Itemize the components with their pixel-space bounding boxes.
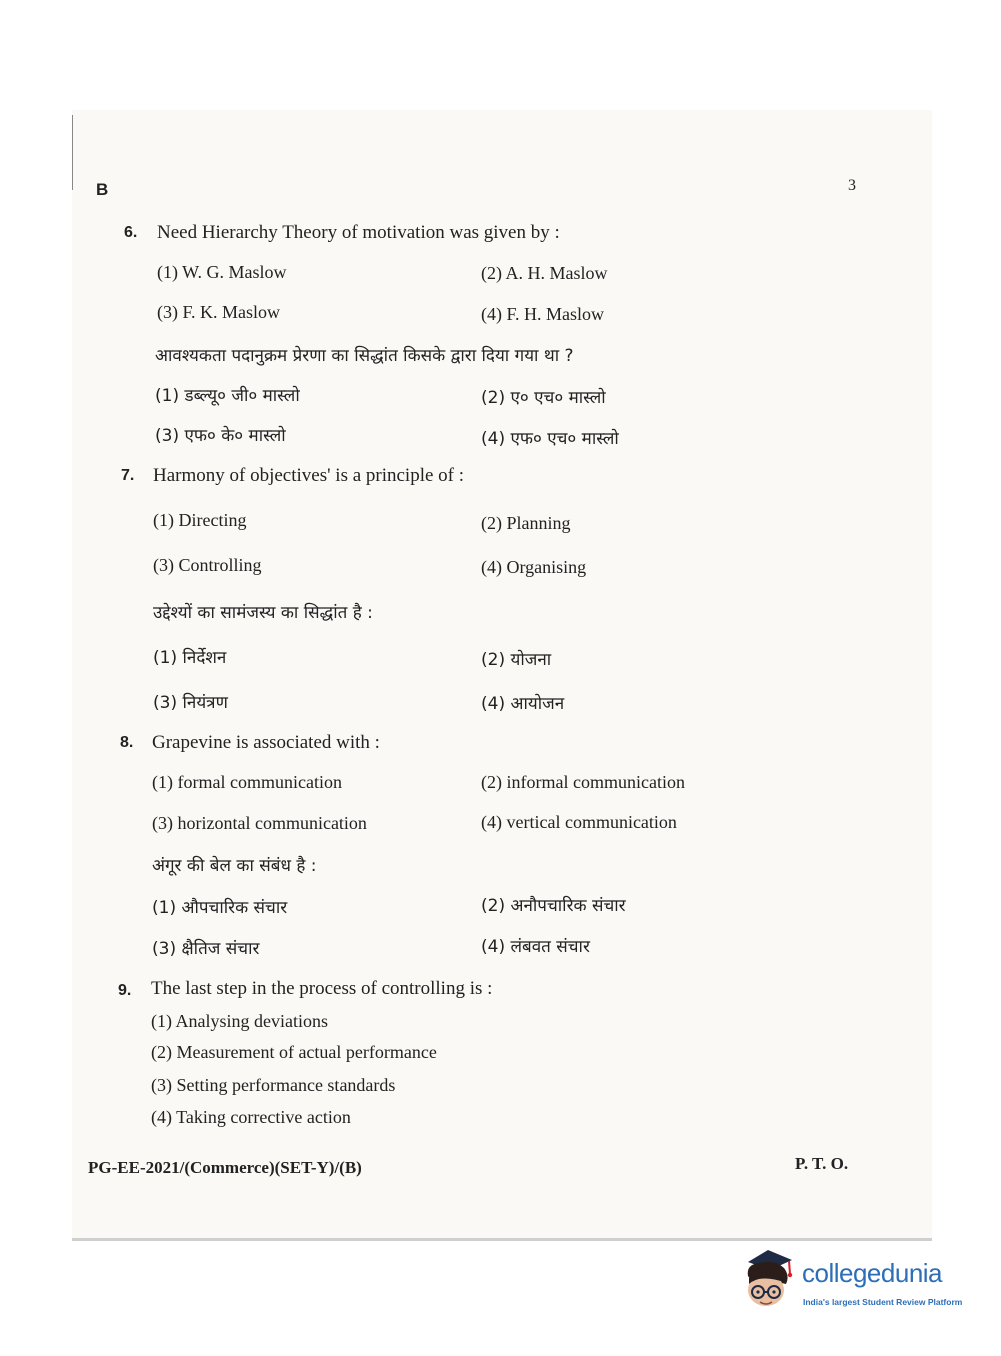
option: (4) F. H. Maslow bbox=[481, 304, 605, 324]
option-hindi: (4) आयोजन bbox=[481, 694, 565, 714]
pto-label: P. T. O. bbox=[795, 1154, 849, 1173]
option: (4) vertical communication bbox=[481, 812, 677, 832]
collegedunia-logo bbox=[740, 1246, 980, 1316]
option: (2) Measurement of actual performance bbox=[151, 1042, 437, 1062]
logo-brand-name: collegedunia bbox=[802, 1258, 943, 1288]
option: (1) Directing bbox=[153, 510, 247, 530]
mascot-icon bbox=[740, 1246, 802, 1312]
scan-edge bbox=[72, 1238, 932, 1241]
option-hindi: (4) लंबवत संचार bbox=[481, 937, 590, 957]
option: (3) F. K. Maslow bbox=[157, 302, 281, 322]
question-number: 6. bbox=[124, 224, 138, 241]
option: (1) formal communication bbox=[152, 772, 342, 792]
question-text: Grapevine is associated with : bbox=[152, 732, 380, 753]
option: (4) Taking corrective action bbox=[151, 1107, 351, 1127]
question-text-hindi: अंगूर की बेल का संबंध है : bbox=[152, 856, 317, 876]
option-hindi: (2) ए० एच० मास्लो bbox=[481, 388, 606, 408]
option-hindi: (3) एफ० के० मास्लो bbox=[155, 426, 286, 446]
option-hindi: (3) क्षैतिज संचार bbox=[152, 939, 260, 959]
option-hindi: (2) योजना bbox=[481, 650, 552, 670]
option-hindi: (2) अनौपचारिक संचार bbox=[481, 896, 626, 916]
question-text: Need Hierarchy Theory of motivation was given by : bbox=[157, 222, 560, 243]
option: (3) Setting performance standards bbox=[151, 1075, 396, 1095]
question-text-hindi: आवश्यकता पदानुक्रम प्रेरणा का सिद्धांत किसके द्वारा दिया गया था ? bbox=[155, 346, 574, 366]
margin-line bbox=[72, 115, 73, 190]
page-number: 3 bbox=[848, 177, 856, 194]
set-letter: B bbox=[96, 180, 109, 199]
question-number: 7. bbox=[121, 467, 135, 484]
logo-tagline: India's largest Student Review Platform bbox=[803, 1297, 963, 1307]
option: (3) horizontal communication bbox=[152, 813, 367, 833]
question-text-hindi: उद्देश्यों का सामंजस्य का सिद्धांत है : bbox=[153, 603, 373, 623]
question-text: The last step in the process of controlling is : bbox=[151, 978, 493, 999]
option-hindi: (3) नियंत्रण bbox=[153, 693, 228, 713]
option: (2) Planning bbox=[481, 513, 571, 533]
question-number: 9. bbox=[118, 982, 132, 999]
option: (1) W. G. Maslow bbox=[157, 262, 287, 282]
option-hindi: (4) एफ० एच० मास्लो bbox=[481, 429, 619, 449]
option: (2) informal communication bbox=[481, 772, 685, 792]
question-text: Harmony of objectives' is a principle of : bbox=[153, 465, 465, 486]
option-hindi: (1) औपचारिक संचार bbox=[152, 898, 288, 918]
option-hindi: (1) निर्देशन bbox=[153, 648, 227, 668]
option: (4) Organising bbox=[481, 557, 587, 577]
option: (3) Controlling bbox=[153, 555, 262, 575]
option: (1) Analysing deviations bbox=[151, 1011, 328, 1031]
option-hindi: (1) डब्ल्यू० जी० मास्लो bbox=[155, 386, 300, 406]
paper-code: PG-EE-2021/(Commerce)(SET-Y)/(B) bbox=[88, 1158, 362, 1177]
option: (2) A. H. Maslow bbox=[481, 263, 608, 283]
question-number: 8. bbox=[120, 734, 134, 751]
